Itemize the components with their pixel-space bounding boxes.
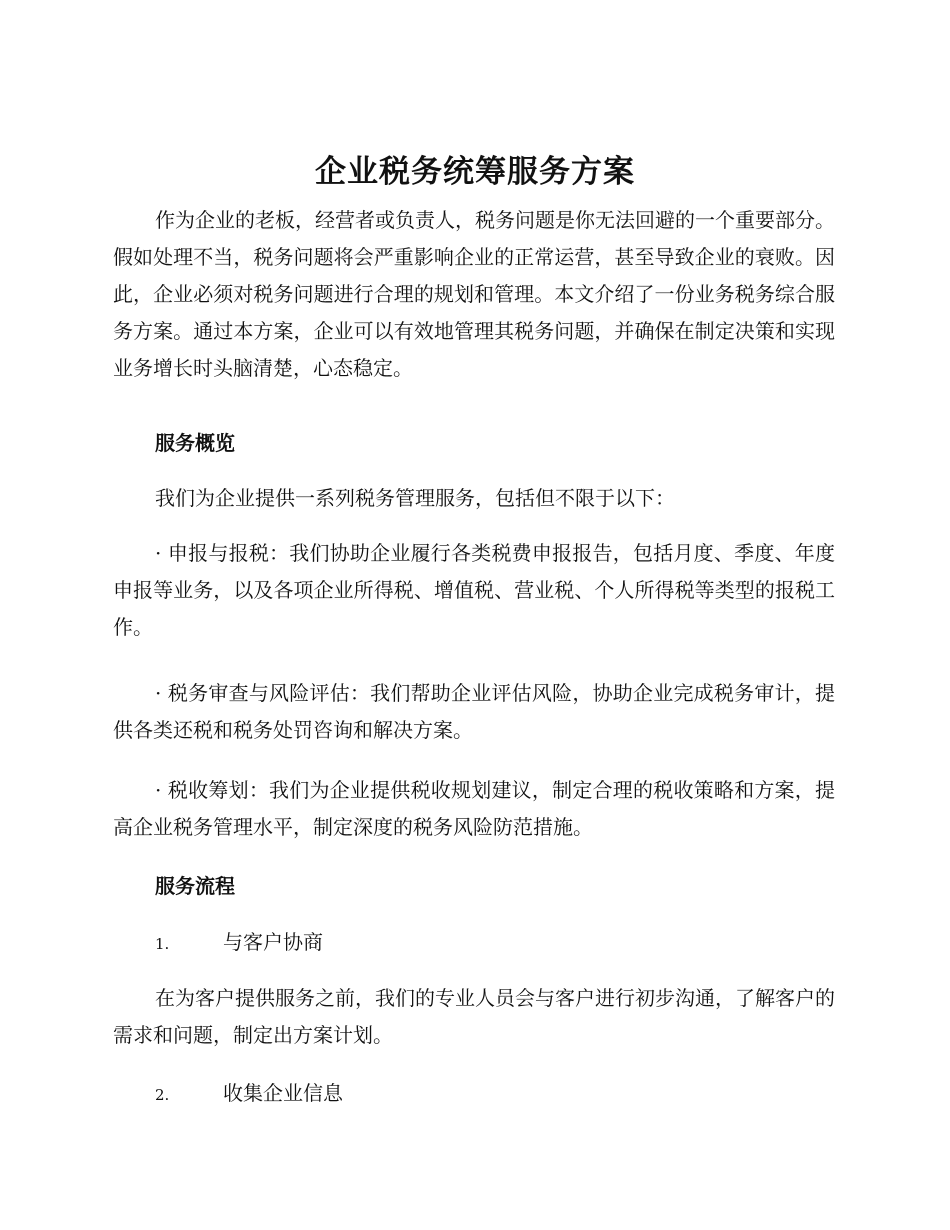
process-step-1 bbox=[155, 924, 323, 963]
section-heading-overview: 服务概览 bbox=[155, 431, 235, 455]
section-heading-process: 服务流程 bbox=[155, 874, 235, 898]
step-title: 收集企业信息 bbox=[223, 1081, 343, 1105]
step-number: 2. bbox=[155, 1086, 170, 1104]
overview-lead-paragraph: 我们为企业提供一系列税务管理服务，包括但不限于以下： bbox=[155, 486, 675, 510]
step-number: 1. bbox=[155, 935, 170, 953]
process-step-2 bbox=[155, 1075, 343, 1114]
process-step-1-body: 在为客户提供服务之前，我们的专业人员会与客户进行初步沟通，了解客户的需求和问题，制定出方案计划。 bbox=[113, 986, 835, 1047]
service-item-filing: · 申报与报税：我们协助企业履行各类税费申报报告，包括月度、季度、年度申报等业务，以及各项企业所得税、增值税、营业税、个人所得税等类型的报税工作。 bbox=[113, 541, 835, 639]
step-title: 与客户协商 bbox=[223, 930, 323, 954]
intro-paragraph: 作为企业的老板，经营者或负责人，税务问题是你无法回避的一个重要部分。假如处理不当，税务问题将会严重影响企业的正常运营，甚至导致企业的衰败。因此，企业必须对税务问题进行合理的规划和管理。本文介绍了一份业务税务综合服务方案。通过本方案，企业可以有效地管理其税务问题，并确保在制定决策和实现业务增长时头脑清楚，心态稳定。 bbox=[113, 208, 835, 380]
document-title: 企业税务统筹服务方案 bbox=[315, 154, 635, 190]
service-item-audit-risk: · 税务审查与风险评估：我们帮助企业评估风险，协助企业完成税务审计，提供各类还税和税务处罚咨询和解决方案。 bbox=[113, 681, 835, 742]
service-item-tax-planning: · 税收筹划：我们为企业提供税收规划建议，制定合理的税收策略和方案，提高企业税务管理水平，制定深度的税务风险防范措施。 bbox=[113, 778, 835, 839]
